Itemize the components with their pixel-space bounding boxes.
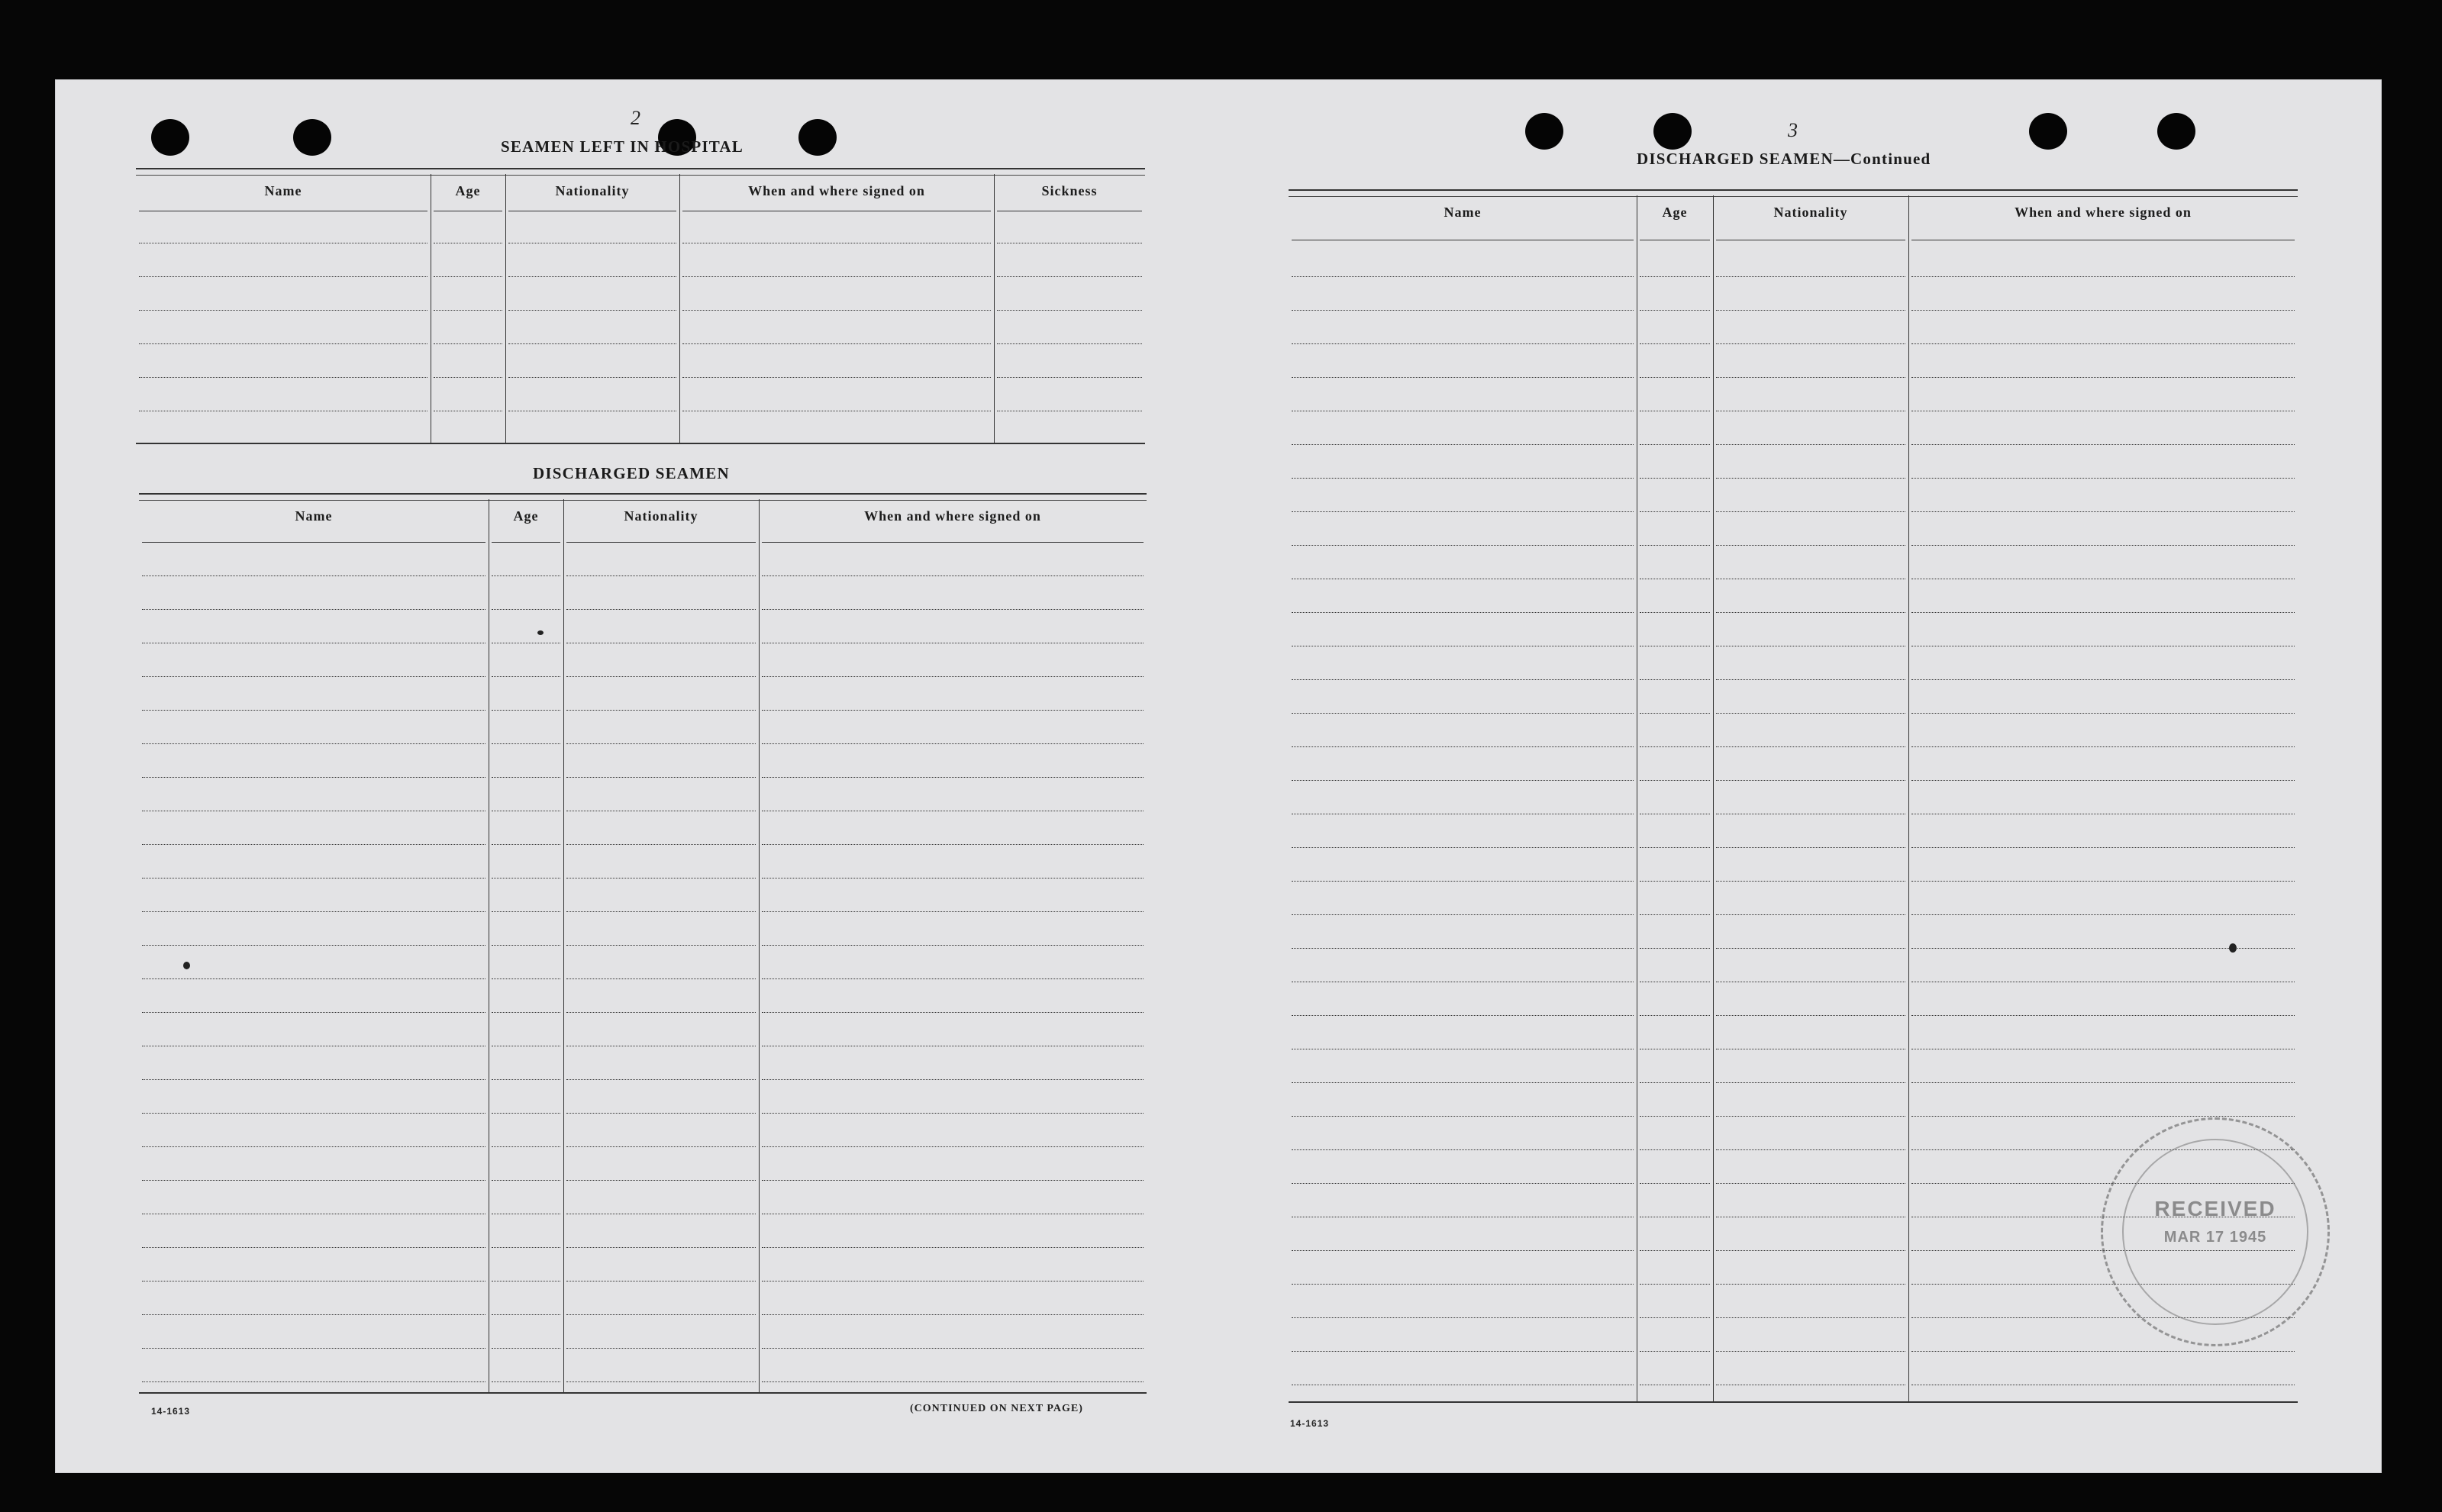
form-line	[1716, 914, 1905, 915]
form-line	[1292, 377, 1634, 378]
table-top-rule	[139, 493, 1147, 501]
table-top-rule	[1289, 189, 2298, 197]
form-line	[1716, 276, 1905, 277]
page-number: 3	[1788, 119, 1798, 141]
form-line	[1911, 612, 2295, 613]
form-line	[142, 1314, 485, 1315]
form-line	[142, 911, 485, 912]
form-line	[1292, 881, 1634, 882]
form-line	[142, 1180, 485, 1181]
form-line	[1640, 1149, 1710, 1150]
form-line	[1292, 1082, 1634, 1083]
form-line	[492, 1381, 560, 1382]
form-line	[1716, 1149, 1905, 1150]
form-line	[1716, 343, 1905, 344]
form-line	[1716, 881, 1905, 882]
hospital-table	[136, 168, 1145, 444]
form-line	[682, 377, 991, 378]
form-line	[762, 878, 1144, 879]
form-line	[492, 743, 560, 744]
form-line	[1292, 511, 1634, 512]
form-line	[1911, 713, 2295, 714]
form-line	[566, 945, 756, 946]
form-line	[1716, 1116, 1905, 1117]
form-line	[1640, 310, 1710, 311]
form-line	[566, 710, 756, 711]
form-line	[1716, 310, 1905, 311]
form-line	[1716, 746, 1905, 747]
form-line	[142, 1012, 485, 1013]
form-line	[566, 911, 756, 912]
form-line	[762, 911, 1144, 912]
form-line	[1292, 914, 1634, 915]
form-line	[1292, 1015, 1634, 1016]
column-header: When and where signed on	[2015, 205, 2192, 220]
form-line	[762, 676, 1144, 677]
ink-speck	[2229, 943, 2237, 953]
form-line	[508, 310, 676, 311]
form-line	[1292, 679, 1634, 680]
form-line	[1640, 1082, 1710, 1083]
form-line	[1911, 478, 2295, 479]
form-line	[1640, 444, 1710, 445]
form-line	[762, 609, 1144, 610]
form-line	[566, 1113, 756, 1114]
form-line	[1911, 1351, 2295, 1352]
form-number: 14-1613	[1290, 1418, 1330, 1429]
form-line	[1716, 1317, 1905, 1318]
document-sheet	[55, 79, 2382, 1473]
ink-speck	[183, 962, 190, 969]
form-line	[762, 1079, 1144, 1080]
form-line	[139, 310, 427, 311]
form-line	[1292, 1183, 1634, 1184]
form-line	[1292, 444, 1634, 445]
table-bottom-rule	[1289, 1401, 2298, 1403]
form-line	[1716, 377, 1905, 378]
form-line	[1640, 343, 1710, 344]
form-line	[1716, 780, 1905, 781]
form-line	[492, 1247, 560, 1248]
form-line	[1911, 746, 2295, 747]
form-line	[492, 978, 560, 979]
form-line	[492, 1079, 560, 1080]
column-divider	[1908, 195, 1909, 1403]
form-line	[1716, 847, 1905, 848]
form-line	[1911, 881, 2295, 882]
form-line	[492, 575, 560, 576]
form-line	[1292, 1317, 1634, 1318]
column-header: Name	[1444, 205, 1482, 220]
form-line	[762, 1012, 1144, 1013]
form-line	[566, 777, 756, 778]
column-divider	[1713, 195, 1714, 1403]
form-line	[1716, 1082, 1905, 1083]
form-line	[1716, 1351, 1905, 1352]
form-line	[142, 1113, 485, 1114]
form-line	[682, 276, 991, 277]
form-line	[1292, 1149, 1634, 1150]
column-header: Age	[513, 508, 539, 524]
form-line	[1292, 343, 1634, 344]
form-line	[1716, 545, 1905, 546]
form-line	[492, 609, 560, 610]
form-line	[1640, 948, 1710, 949]
form-line	[508, 377, 676, 378]
form-line	[997, 310, 1142, 311]
form-line	[1911, 1015, 2295, 1016]
discharged-table	[139, 493, 1147, 1394]
section-title-discharged: DISCHARGED SEAMEN	[533, 464, 730, 482]
column-header: Nationality	[555, 183, 630, 198]
form-line	[139, 377, 427, 378]
form-line	[1716, 1183, 1905, 1184]
form-line	[142, 1381, 485, 1382]
form-line	[762, 844, 1144, 845]
punch-hole	[1653, 113, 1692, 150]
form-line	[762, 743, 1144, 744]
section-title-hospital: SEAMEN LEFT IN HOSPITAL	[501, 137, 744, 156]
table-bottom-rule	[139, 1392, 1147, 1394]
form-line	[1640, 1015, 1710, 1016]
form-line	[566, 1314, 756, 1315]
form-line	[1911, 545, 2295, 546]
form-line	[139, 343, 427, 344]
column-header: When and where signed on	[864, 508, 1041, 524]
column-header: Name	[264, 183, 302, 198]
section-title-discharged-continued: DISCHARGED SEAMEN—Continued	[1637, 150, 1931, 168]
form-line	[1292, 478, 1634, 479]
form-line	[142, 844, 485, 845]
punch-hole	[151, 119, 189, 156]
form-line	[1292, 847, 1634, 848]
column-header: Sickness	[1041, 183, 1098, 198]
form-line	[142, 1146, 485, 1147]
form-line	[762, 978, 1144, 979]
form-line	[762, 1314, 1144, 1315]
form-line	[1640, 746, 1710, 747]
form-line	[762, 1113, 1144, 1114]
form-line	[566, 1180, 756, 1181]
ink-speck	[537, 630, 544, 635]
form-line	[762, 1247, 1144, 1248]
form-number: 14-1613	[151, 1406, 191, 1417]
form-line	[1292, 780, 1634, 781]
form-line	[1292, 310, 1634, 311]
form-line	[492, 710, 560, 711]
form-line	[1640, 276, 1710, 277]
form-line	[1716, 1250, 1905, 1251]
form-line	[762, 1146, 1144, 1147]
form-line	[1911, 780, 2295, 781]
column-header: Age	[455, 183, 481, 198]
form-line	[1911, 914, 2295, 915]
form-line	[1292, 746, 1634, 747]
form-line	[492, 777, 560, 778]
form-line	[139, 276, 427, 277]
form-line	[1911, 1082, 2295, 1083]
form-line	[997, 377, 1142, 378]
form-line	[142, 1079, 485, 1080]
form-line	[142, 676, 485, 677]
form-line	[1911, 276, 2295, 277]
form-line	[762, 1381, 1144, 1382]
form-line	[1911, 1116, 2295, 1117]
form-line	[1640, 612, 1710, 613]
form-line	[434, 276, 502, 277]
form-line	[1640, 1116, 1710, 1117]
punch-hole	[1525, 113, 1563, 150]
form-line	[142, 777, 485, 778]
column-header: Nationality	[1773, 205, 1848, 220]
form-line	[492, 1146, 560, 1147]
punch-hole	[2029, 113, 2067, 150]
form-line	[566, 1247, 756, 1248]
form-line	[1716, 612, 1905, 613]
form-line	[1640, 1250, 1710, 1251]
page-number: 2	[631, 107, 640, 129]
form-line	[566, 1381, 756, 1382]
form-line	[762, 1180, 1144, 1181]
form-line	[762, 777, 1144, 778]
form-line	[1911, 847, 2295, 848]
form-line	[492, 878, 560, 879]
form-line	[492, 945, 560, 946]
received-stamp	[2101, 1117, 2330, 1346]
form-line	[1911, 343, 2295, 344]
form-line	[492, 1113, 560, 1114]
form-line	[142, 945, 485, 946]
form-line	[508, 343, 676, 344]
form-line	[492, 844, 560, 845]
form-line	[1292, 948, 1634, 949]
form-line	[1292, 713, 1634, 714]
form-line	[762, 945, 1144, 946]
form-line	[492, 676, 560, 677]
column-divider	[563, 499, 564, 1394]
form-line	[762, 575, 1144, 576]
column-header: Name	[295, 508, 333, 524]
form-line	[566, 1012, 756, 1013]
form-line	[1716, 1015, 1905, 1016]
punch-hole	[798, 119, 837, 156]
form-line	[142, 1247, 485, 1248]
right-page	[1223, 79, 2382, 1473]
form-line	[566, 844, 756, 845]
form-line	[492, 1012, 560, 1013]
form-line	[566, 575, 756, 576]
column-divider	[505, 174, 506, 444]
column-divider	[679, 174, 680, 444]
form-line	[1292, 545, 1634, 546]
form-line	[1911, 310, 2295, 311]
form-line	[1640, 377, 1710, 378]
column-header: When and where signed on	[748, 183, 925, 198]
form-line	[1292, 612, 1634, 613]
form-line	[1716, 444, 1905, 445]
form-line	[142, 710, 485, 711]
form-line	[1640, 1317, 1710, 1318]
form-line	[566, 1146, 756, 1147]
form-line	[1292, 276, 1634, 277]
column-header: Age	[1662, 205, 1688, 220]
form-line	[1640, 511, 1710, 512]
form-line	[1911, 948, 2295, 949]
form-line	[1716, 511, 1905, 512]
form-line	[142, 1348, 485, 1349]
form-line	[566, 676, 756, 677]
form-line	[1640, 1351, 1710, 1352]
form-line	[492, 1180, 560, 1181]
form-line	[1640, 1284, 1710, 1285]
form-line	[762, 710, 1144, 711]
header-underline-segment	[566, 542, 756, 543]
form-line	[492, 1348, 560, 1349]
form-line	[1911, 444, 2295, 445]
form-line	[142, 878, 485, 879]
form-line	[1640, 847, 1710, 848]
form-line	[682, 310, 991, 311]
form-line	[997, 276, 1142, 277]
form-line	[997, 343, 1142, 344]
form-line	[1292, 1351, 1634, 1352]
form-line	[1911, 377, 2295, 378]
form-line	[682, 343, 991, 344]
left-page	[55, 79, 1223, 1473]
form-line	[1640, 881, 1710, 882]
form-line	[1640, 780, 1710, 781]
form-line	[1716, 478, 1905, 479]
form-line	[1716, 679, 1905, 680]
form-line	[566, 743, 756, 744]
form-line	[1640, 1183, 1710, 1184]
column-divider	[994, 174, 995, 444]
form-line	[142, 978, 485, 979]
form-line	[434, 343, 502, 344]
column-divider	[759, 499, 760, 1394]
form-line	[1911, 679, 2295, 680]
form-line	[492, 911, 560, 912]
form-line	[508, 276, 676, 277]
form-line	[492, 1314, 560, 1315]
column-header: Nationality	[624, 508, 698, 524]
form-line	[566, 878, 756, 879]
form-line	[1911, 511, 2295, 512]
form-line	[1640, 478, 1710, 479]
form-line	[1640, 713, 1710, 714]
form-line	[762, 1348, 1144, 1349]
form-line	[142, 609, 485, 610]
form-line	[1716, 948, 1905, 949]
form-line	[566, 1079, 756, 1080]
form-line	[142, 743, 485, 744]
form-line	[1640, 914, 1710, 915]
header-underline-segment	[492, 542, 560, 543]
form-line	[1292, 1250, 1634, 1251]
header-underline-segment	[762, 542, 1144, 543]
form-line	[434, 310, 502, 311]
stamp-date: MAR 17 1945	[2163, 1229, 2267, 1246]
form-line	[566, 978, 756, 979]
form-line	[1640, 679, 1710, 680]
punch-hole	[2157, 113, 2195, 150]
stamp-label: RECEIVED	[2154, 1197, 2276, 1220]
form-line	[1640, 545, 1710, 546]
form-line	[1292, 1116, 1634, 1117]
continued-note: (CONTINUED ON NEXT PAGE)	[910, 1403, 1083, 1414]
form-line	[142, 575, 485, 576]
form-line	[566, 1348, 756, 1349]
form-line	[1716, 1284, 1905, 1285]
form-line	[434, 377, 502, 378]
form-line	[566, 609, 756, 610]
form-line	[1292, 1284, 1634, 1285]
punch-hole	[293, 119, 331, 156]
form-line	[1716, 713, 1905, 714]
header-underline-segment	[142, 542, 485, 543]
